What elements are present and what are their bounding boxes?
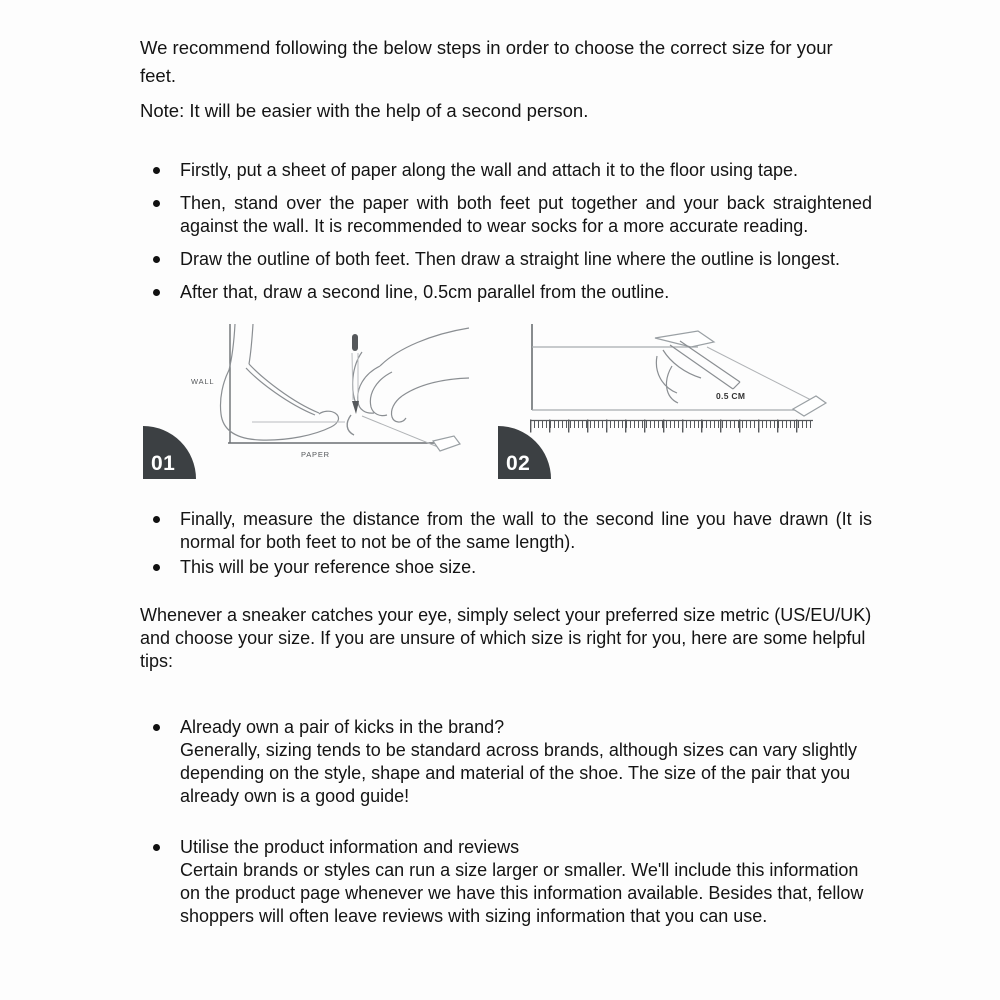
sizing-tips-list [140, 716, 872, 928]
note-text: Note: It will be easier with the help of a second person. [140, 100, 589, 121]
tape-icon [362, 416, 460, 451]
step-item: After that, draw a second line, 0.5cm parallel from the outline. [140, 281, 872, 304]
measurement-results-list [140, 508, 872, 579]
tip-item [140, 716, 872, 808]
measurement-steps-list [140, 159, 872, 304]
step-badge-number: 01 [151, 452, 176, 475]
marker-pen-icon [347, 334, 359, 435]
tip-body: Generally, sizing tends to be standard across brands, although sizes can vary slightly depending on the style, shape and material of the shoe. The size of the pair that you already own is a good guide! [180, 740, 858, 806]
measure-label: 0.5 CM [716, 391, 746, 401]
ruler-icon [530, 421, 813, 427]
ruler-measure-diagram-icon [495, 314, 855, 482]
wall-label: WALL [191, 377, 215, 386]
paper-label: PAPER [301, 450, 330, 459]
instruction-diagrams [140, 314, 872, 482]
sizing-paragraph: Whenever a sneaker catches your eye, simply select your preferred size metric (US/EU/UK) and choose your size. If you are unsure of which size is right for you, here are some helpful tips: [140, 605, 872, 671]
step-item: Draw the outline of both feet. Then draw a straight line where the outline is longest. [140, 248, 872, 271]
step-item: Firstly, put a sheet of paper along the wall and attach it to the floor using tape. [140, 159, 872, 182]
step-item: Then, stand over the paper with both feet put together and your back straightened against the wall. It is recommended to wear socks for a more accurate reading. [140, 192, 872, 238]
diagram-step-1 [140, 314, 470, 482]
result-item: Finally, measure the distance from the wall to the second line you have drawn (It is normal for both feet to not be of the same length). [140, 508, 872, 554]
tip-item [140, 836, 872, 928]
tip-title: Utilise the product information and reviews [180, 837, 520, 857]
tip-title: Already own a pair of kicks in the brand? [180, 717, 505, 737]
tape-icon [707, 347, 826, 416]
result-item: This will be your reference shoe size. [140, 556, 872, 579]
step-badge-number: 02 [506, 452, 531, 475]
diagram-step-2 [495, 314, 855, 482]
tip-body: Certain brands or styles can run a size larger or smaller. We'll include this information on the product page whenever we have this information available. Besides that, fellow shoppers will often leave reviews with sizing information that you can use. [180, 860, 864, 926]
intro-text: We recommend following the below steps in order to choose the correct size for your feet. [140, 37, 833, 86]
